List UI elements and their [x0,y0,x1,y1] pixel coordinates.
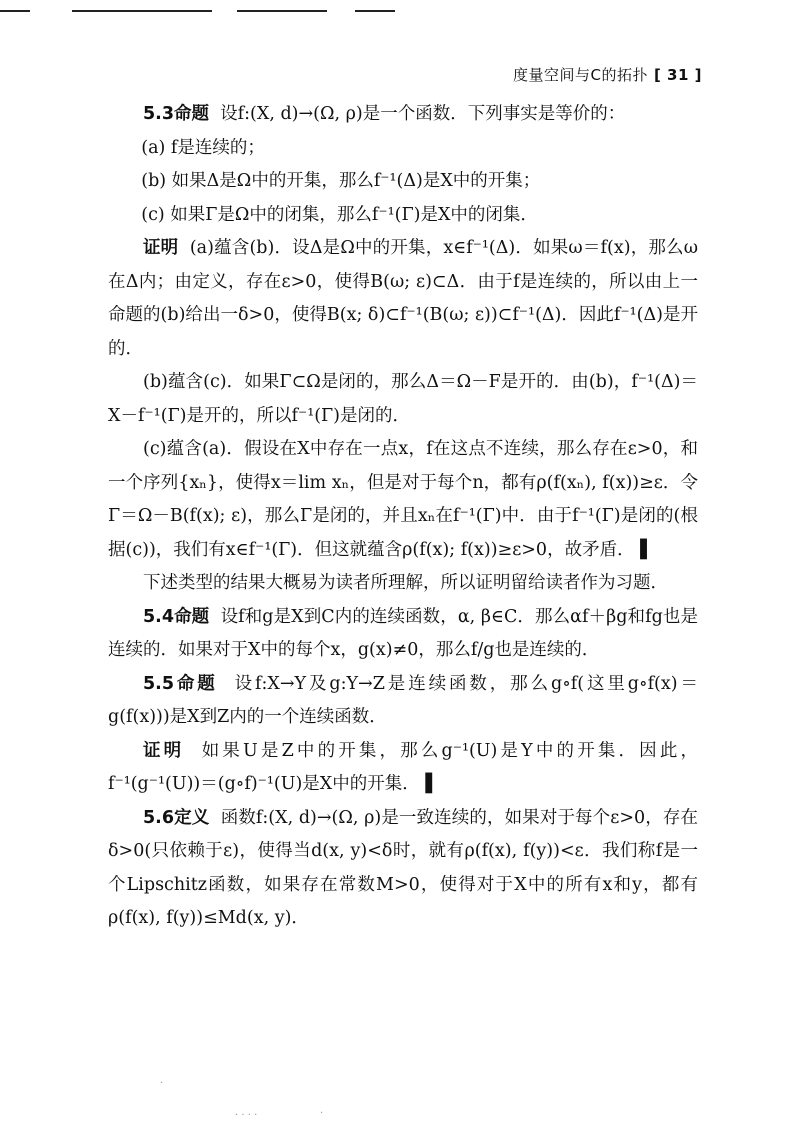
qed-mark: ▌ [640,539,654,560]
top-rule-3 [237,10,327,12]
prop-5-3-item-a: (a) f是连续的； [141,137,265,158]
proof-5-3-part-3 [108,433,698,567]
remark: 下述类型的结果大概易为读者所理解，所以证明留给读者作为习题． [143,573,668,593]
proof-5-3-part-1-text: (a)蕴含(b)．设Δ是Ω中的开集，x∈f⁻¹(Δ)．如果ω＝f(x)，那么ω在Δ内；由定义，存在ε>0，使得B(ω; ε)⊂Δ．由于f是连续的，所以由上一命题的(b)给出一δ>0，使得B(x; δ)⊂f⁻¹(B(ω; ε))⊂f⁻¹(Δ)．因此f⁻¹(Δ)是开的． [108,238,699,359]
proof-5-3-part-2: (b)蕴含(c)．如果Γ⊂Ω是闭的，那么Δ＝Ω－F是开的．由(b)，f⁻¹(Δ)＝X－f⁻¹(Γ)是开的，所以f⁻¹(Γ)是闭的． [108,372,698,426]
def-5-6-heading: 5.6定义 [143,807,210,828]
running-title: 度量空间与C的拓扑 [512,66,648,84]
prop-5-5-heading: 5.5命题 [143,673,218,694]
proof-5-3-part-3-text: (c)蕴含(a)．假设在X中存在一点x，f在这点不连续，那么存在ε>0，和一个序列{xₙ}，使得x＝lim xₙ，但是对于每个n，都有ρ(f(xₙ), f(x))≥ε．令Γ＝Ω－B(f(x); ε)，那么Γ是闭的，并且xₙ在f⁻¹(Γ)中．由于f⁻¹(Γ)是闭的(根据(c))，我们有x∈f⁻¹(Γ)．但这就蕴含ρ(f(x); f(x))≥ε>0，故矛盾． [108,439,698,560]
def-5-6-text: 函数f:(X, d)→(Ω, ρ)是一致连续的，如果对于每个ε>0，存在δ>0(只依赖于ε)，使得当d(x, y)<δ时，就有ρ(f(x), f(y))<ε．我们称f是一个Lipschitz函数，如果存在常数M>0，使得对于X中的所有x和y，都有ρ(f(x), f(y))≤Md(x, y)． [108,807,698,928]
top-rule-2 [72,10,212,12]
proof-5-5-text: 如果U是Z中的开集，那么g⁻¹(U)是Y中的开集．因此，f⁻¹(g⁻¹(U))＝(g∘f)⁻¹(U)是X中的开集． [108,740,698,794]
prop-5-5-text: 设f:X→Y及g:Y→Z是连续函数，那么g∘f(这里g∘f(x)＝g(f(x)))是X到Z内的一个连续函数． [108,673,698,727]
proof-5-3-label: 证明 [143,238,179,258]
prop-5-3-statement: 设f:(X, d)→(Ω, ρ)是一个函数．下列事实是等价的： [220,104,626,124]
prop-5-4-text: 设f和g是X到C内的连续函数，α, β∈C．那么αf＋βg和fg也是连续的．如果对于X中的每个x，g(x)≠0，那么f/g也是连续的． [108,606,698,660]
top-rule-4 [355,10,395,12]
page-body [108,98,698,936]
prop-5-4 [108,601,698,668]
scan-speck-1: · [160,1078,164,1089]
top-rule-1 [0,10,30,12]
prop-5-3-item-b: (b) 如果Δ是Ω中的开集，那么f⁻¹(Δ)是X中的开集； [141,171,541,191]
prop-5-3-heading: 5.3命题 [143,104,210,124]
proof-5-3-part-1 [108,232,698,366]
prop-5-5 [108,668,698,735]
proof-5-5-label: 证明 [143,740,185,761]
prop-5-3 [108,98,698,132]
proof-5-5 [108,735,698,802]
running-header [470,64,702,85]
prop-5-4-heading: 5.4命题 [143,606,210,627]
def-5-6 [108,802,698,936]
prop-5-3-item-c: (c) 如果Γ是Ω中的闭集，那么f⁻¹(Γ)是X中的闭集． [141,204,538,225]
scan-speck-2: · · · · [235,1110,258,1121]
page-number: [ 31 ] [653,66,702,84]
scan-speck-3: · [320,1108,324,1119]
qed-mark: ▌ [425,774,439,794]
